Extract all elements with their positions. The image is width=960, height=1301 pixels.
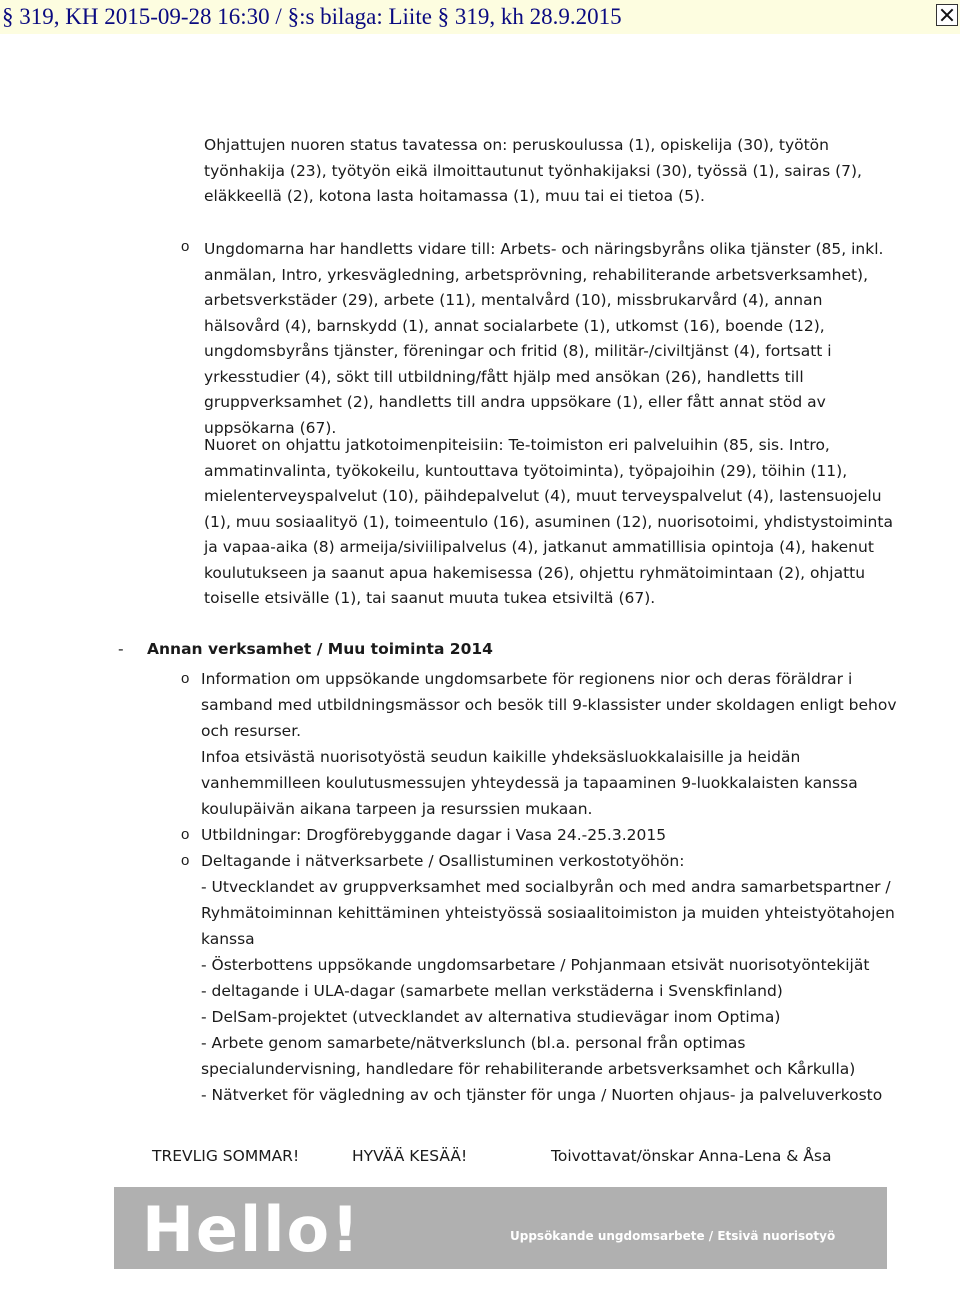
list-item-line: Utbildningar: Drogförebyggande dagar i Vasa 24.-25.3.2015 <box>201 826 667 844</box>
list-item-line: - deltagande i ULA-dagar (samarbete mellan verkstäderna i Svenskfinland) <box>201 982 783 1000</box>
header-bar <box>0 0 960 34</box>
bullet-icon: o <box>181 826 190 843</box>
page-header-title: § 319, KH 2015-09-28 16:30 / §:s bilaga: Liite § 319, kh 28.9.2015 <box>2 4 622 29</box>
list-item-line: - Österbottens uppsökande ungdomsarbetare / Pohjanmaan etsivät nuorisotyöntekijät <box>201 956 870 974</box>
hello-logo: Hello! <box>142 1193 362 1266</box>
paragraph-referrals-sv: Ungdomarna har handletts vidare till: Arbets- och näringsbyråns olika tjänster (85, inkl. anmälan, Intro, yrkesvägledning, arbetsprövning, rehabiliterande arbetsverksamhet), arbetsverkstäder (29), arbete (11), mentalvård (10), missbrukarvård (4), annan hälsovård (4), barnskydd (1), annat socialarbete (1), utkomst (16), boende (12), ungdomsbyråns tjänster, föreningar och fritid (8), militär-/civiltjänst (4), fortsatt i yrkesstudier (4), sökt till utbildning/fått hjälp med ansökan (26), handletts till gruppverksamhet (2), handletts till andra uppsökare (1), eller fått annat stöd av uppsökarna (67). <box>204 240 884 437</box>
greeting-sv: TREVLIG SOMMAR! <box>152 1147 300 1165</box>
list-item-line: Information om uppsökande ungdomsarbete för regionens nior och deras föräldrar i samband med utbildningsmässor och besök till 9-klassister under skoldagen enligt behov och resurser. <box>201 670 897 740</box>
list-item-line: - Utvecklandet av gruppverksamhet med socialbyrån och med andra samarbetspartner / Ryhmätoiminnan kehittäminen yhteistyössä sosiaalitoimiston ja muiden yhteistyötahojen kanssa <box>201 878 895 948</box>
paragraph-status-fi: Ohjattujen nuoren status tavatessa on: peruskoulussa (1), opiskelija (30), työtön työnhakija (23), työtyön eikä ilmoittautunut työnhakijaksi (30), työssä (1), sairas (7), eläkkeellä (2), kotona lasta hoitamassa (1), muu tai ei tietoa (5). <box>204 136 862 205</box>
paragraph-referrals-fi: Nuoret on ohjattu jatkotoimenpiteisiin: Te-toimiston eri palveluihin (85, sis. Intro, ammatinvalinta, työkokeilu, kuntouttava työtoiminta), työpajoihin (29), töihin (11), mielenterveyspalvelut (10), päihdepalvelut (4), muut terveyspalvelut (4), lastensuojelu (1), muu sosiaalityö (1), toimeentulo (16), asuminen (12), nuorisotoimi, yhdistystoiminta ja vapaa-aika (8) armeija/siviilipalvelus (4), jatkanut ammatillisia opintoja (4), hakenut koulutukseen ja saanut apua hakemisessa (26), ohjettu ryhmätoimintaan (2), ohjattu toiselle etsivälle (1), tai saanut muuta tukea etsiviltä (67). <box>204 436 893 607</box>
list-item-line: Infoa etsivästä nuorisotyöstä seudun kaikille yhdeksäsluokkalaisille ja heidän vanhemmilleen koulutusmessujen yhteydessä ja tapaaminen 9-luokkalaisten kanssa koulupäivän aikana tarpeen ja resurssien mukaan. <box>201 748 858 818</box>
list-item-line: Deltagande i nätverksarbete / Osallistuminen verkostotyöhön: <box>201 852 685 870</box>
signature: Toivottavat/önskar Anna-Lena & Åsa <box>551 1147 832 1165</box>
section-dash: - <box>118 640 124 658</box>
banner-subtitle: Uppsökande ungdomsarbete / Etsivä nuorisotyö <box>510 1229 836 1243</box>
close-icon[interactable] <box>936 4 958 26</box>
hello-banner <box>114 1187 887 1269</box>
greeting-fi: HYVÄÄ KESÄÄ! <box>352 1147 468 1165</box>
list-item-trainings <box>201 822 901 848</box>
list-item-line: - Arbete genom samarbete/nätverkslunch (bl.a. personal från optimas specialundervisning, handledare för rehabiliterande arbetsverksamhet och Kårkulla) <box>201 1034 856 1078</box>
bullet-icon: o <box>181 670 190 687</box>
bullet-icon: o <box>181 852 190 869</box>
list-item-information <box>201 666 901 822</box>
section-heading: Annan verksamhet / Muu toiminta 2014 <box>147 640 493 658</box>
list-item-line: - DelSam-projektet (utvecklandet av alternativa studievägar inom Optima) <box>201 1008 781 1026</box>
list-item-network <box>201 848 901 1108</box>
list-item-line: - Nätverket för vägledning av och tjänster för unga / Nuorten ohjaus- ja palveluverkosto <box>201 1086 883 1104</box>
bullet-icon: o <box>181 238 190 255</box>
